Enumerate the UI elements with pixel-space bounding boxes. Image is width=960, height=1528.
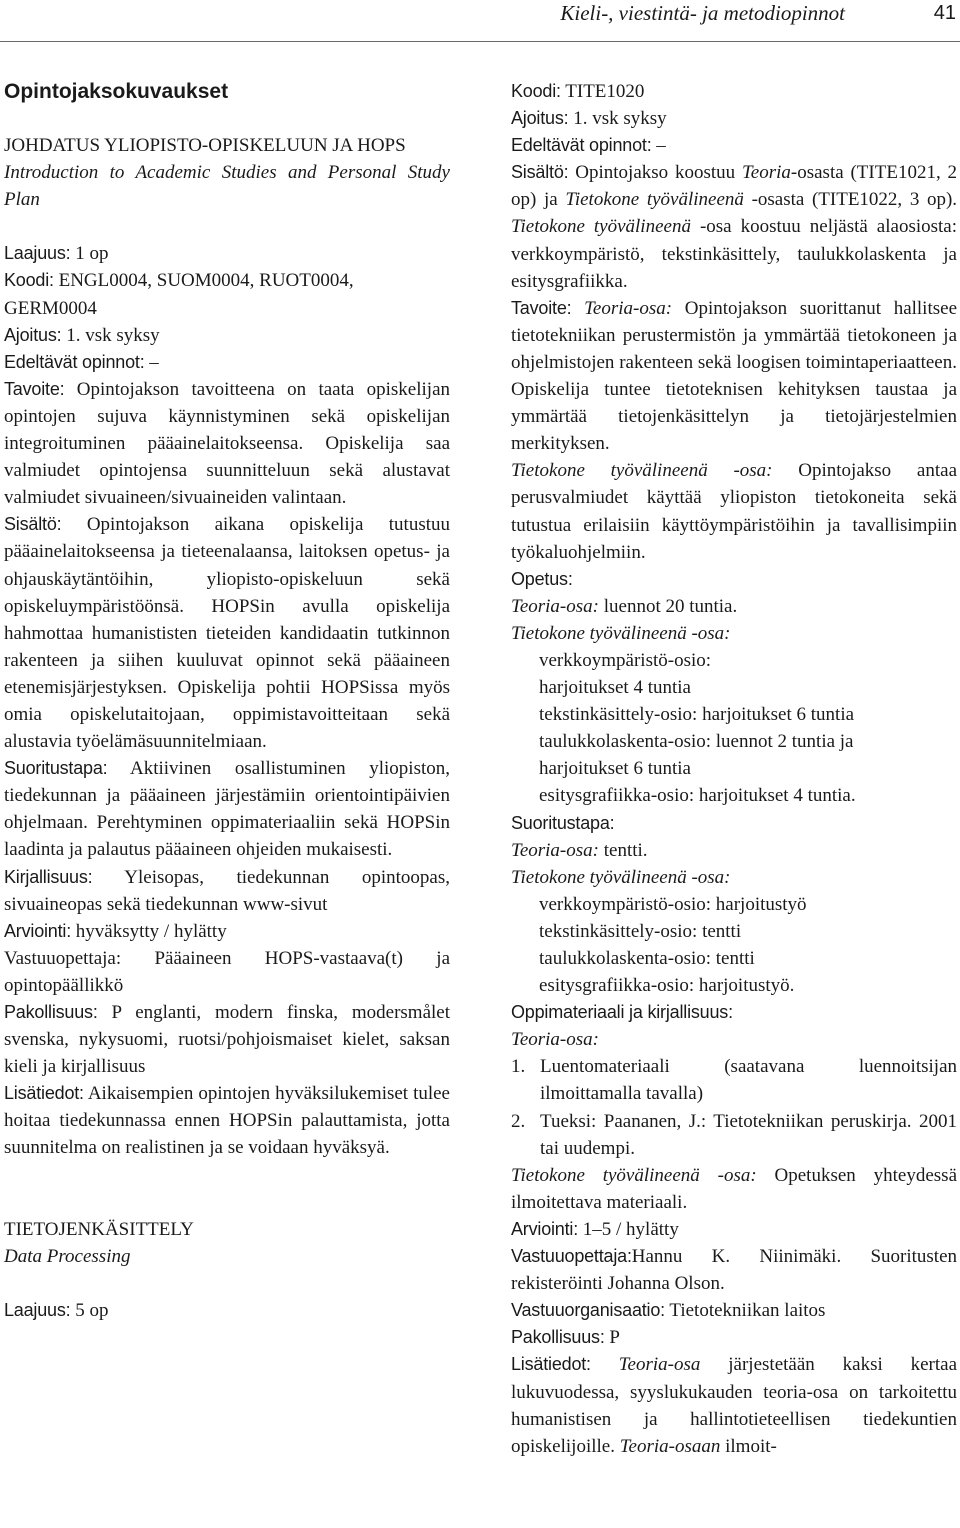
r-opetus-heading: Opetus:	[511, 568, 573, 589]
r-ajoitus-line: Ajoitus: 1. vsk syksy	[511, 108, 667, 130]
pakollisuus-paragraph: Pakollisuus: P englanti, modern finska, modersmålet svenska, nykysuomi, ruotsi/pohjoismaiset kielet, saksan kieli ja kirjallisuus	[4, 1002, 450, 1078]
r-suoritustapa-teoria: Teoria-osa: tentti.	[511, 839, 648, 861]
r-opetus-tv-label: Tietokone työvälineenä -osa:	[511, 622, 731, 644]
r-koodi-line: Koodi: TITE1020	[511, 81, 645, 102]
running-head	[0, 0, 960, 26]
course2-title: TIETOJENKÄSITTELY	[4, 1218, 194, 1240]
list-item: tekstinkäsittely-osio: harjoitukset 6 tuntia	[539, 704, 855, 726]
r-oppimateriaali-heading: Oppimateriaali ja kirjallisuus:	[511, 1002, 733, 1023]
ajoitus-line: Ajoitus: 1. vsk syksy	[4, 324, 160, 346]
list-item: 1. Luentomateriaali (saatavana luennoitsijan ilmoittamalla tavalla)	[511, 1056, 957, 1105]
course-title: JOHDATUS YLIOPISTO-OPISKELUUN JA HOPS	[4, 135, 406, 157]
r-opetus-list	[511, 647, 957, 810]
r-opetus-teoria: Teoria-osa: luennot 20 tuntia.	[511, 595, 738, 617]
vastuuopettaja-paragraph: Vastuuopettaja: Pääaineen HOPS-vastaava(t) ja opintopäällikkö	[4, 947, 450, 996]
course-title-english: Introduction to Academic Studies and Personal Study Plan	[4, 162, 450, 211]
list-item: esitysgrafiikka-osio: harjoitustyö.	[539, 975, 795, 997]
list-item: verkkoympäristö-osio: harjoitukset 4 tuntia	[539, 649, 712, 699]
r-suoritustapa-tv-label: Tietokone työvälineenä -osa:	[511, 866, 731, 888]
list-item: taulukkolaskenta-osio: luennot 2 tuntia ja harjoitukset 6 tuntia	[539, 731, 854, 780]
edeltavat-line: Edeltävät opinnot: –	[4, 351, 159, 373]
r-tavoite-paragraph: Tavoite: Teoria-osa: Opintojakson suorittanut hallitsee tietotekniikan perustermistön ja ymmärtää tietokoneen ja ohjelmistojen rakenteen sekä loogisen toimintaperiaatteen. Opiskelija tuntee tietoteknisen kehityksen taustaa ja ymmärtää tietojenkäsittelyn ja tietojärjestelmien merkityksen.	[511, 297, 958, 455]
section-title: Opintojaksokuvaukset	[4, 80, 229, 103]
r-tavoite-tv-paragraph: Tietokone työvälineenä -osa: Opintojakso antaa perusvalmiudet käyttää yliopiston tietokoneita sekä tutustua erilaisiin käyttöympäristöihin ja tavallisimpiin työkaluohjelmiin.	[511, 460, 958, 563]
r-lisatiedot-paragraph: Lisätiedot: Teoria-osa järjestetään kaksi kertaa lukuvuodessa, syyslukukauden teoria-osa on tarkoitettu humanistisen ja hallintotieteellisen tiedekuntien opiskelijoille. Teoria-osaan ilmoit-	[511, 1354, 958, 1457]
page-number: 41	[933, 2, 956, 24]
tavoite-paragraph: Tavoite: Opintojakson tavoitteena on taata opiskelijan opintojen sujuva käynnistyminen sekä opiskelijan integroituminen pääainelaitokseensa. Opiskelija saa valmiudet opintojensa suunnitteluun sekä alustavat valmiudet sivuaineen/sivuaineiden valintaan.	[4, 378, 451, 509]
running-head-title: Kieli-, viestintä- ja metodiopinnot	[560, 1, 845, 25]
kirjallisuus-paragraph: Kirjallisuus: Yleisopas, tiedekunnan opintoopas, sivuaineopas sekä tiedekunnan www-sivut	[4, 866, 450, 915]
r-arviointi-line: Arviointi: 1–5 / hylätty	[511, 1218, 679, 1240]
sisalto-paragraph: Sisältö: Opintojakson aikana opiskelija tutustuu pääainelaitokseensa ja tieteenalaansa, laitoksen opetus- ja ohjauskäytäntöihin, yliopisto-opiskeluun sekä opiskeluympäristöönsä. HOPSin avulla opiskelija hahmottaa humanististen tieteiden kandidaatin tutkinnon rakenteen ja siihen kuuluvat opinnot sekä pääaineen etenemisjärjestyksen. Opiskelija pohtii HOPSissa myös omia opiskelutaitojaan, oppimistavoitteitaan sekä alustavia työelämäsuunnitelmiaan.	[4, 514, 450, 753]
r-sisalto-paragraph: Sisältö: Opintojakso koostuu Teoria-osasta (TITE1021, 2 op) ja Tietokone työvälineenä -osasta (TITE1022, 3 op). Tietokone työvälineenä -osa koostuu neljästä alaosiosta: verkkoympäristö, tekstinkäsittely, taulukkolaskenta ja esitysgrafiikka.	[511, 162, 958, 292]
list-item: taulukkolaskenta-osio: tentti	[539, 948, 755, 969]
laajuus-line: Laajuus: 1 op	[4, 243, 109, 265]
list-item: esitysgrafiikka-osio: harjoitukset 4 tuntia.	[539, 785, 856, 807]
r-suoritustapa-heading: Suoritustapa:	[511, 812, 615, 833]
right-column	[511, 78, 957, 1460]
r-materials-tv: Tietokone työvälineenä -osa: Opetuksen yhteydessä ilmoitettava materiaali.	[511, 1164, 957, 1213]
r-oppimateriaali-teoria: Teoria-osa:	[511, 1029, 599, 1051]
header-rule	[0, 41, 960, 42]
left-column	[4, 78, 450, 1324]
suoritustapa-paragraph: Suoritustapa: Aktiivinen osallistuminen yliopiston, tiedekunnan ja pääaineen järjestämiin orientointipäivien ohjelmaan. Perehtyminen oppimateriaaliin sekä HOPSin laadinta ja palautus pääaineen ohjeiden mukaisesti.	[4, 758, 451, 861]
r-edeltavat-line: Edeltävät opinnot: –	[511, 135, 666, 157]
list-item: verkkoympäristö-osio: harjoitustyö	[539, 893, 807, 915]
r-vastuuopettaja-paragraph: Vastuuopettaja:Hannu K. Niinimäki. Suoritusten rekisteröinti Johanna Olson.	[511, 1246, 957, 1295]
lisatiedot-paragraph: Lisätiedot: Aikaisempien opintojen hyväksilukemiset tulee hoitaa tiedekunnassa ennen HOPSin palauttamista, jotta suunnitelma on realistinen ja se voidaan hyväksyä.	[4, 1083, 450, 1159]
course2-title-english: Data Processing	[4, 1245, 131, 1267]
course2-laajuus-line: Laajuus: 5 op	[4, 1299, 109, 1321]
koodi-line: Koodi: ENGL0004, SUOM0004, RUOT0004, GERM0004	[4, 270, 354, 319]
r-pakollisuus-line: Pakollisuus: P	[511, 1327, 620, 1349]
r-vastuuorganisaatio-line: Vastuuorganisaatio: Tietotekniikan laitos	[511, 1300, 826, 1322]
list-item: tekstinkäsittely-osio: tentti	[539, 920, 742, 942]
arviointi-line: Arviointi: hyväksytty / hylätty	[4, 920, 227, 942]
list-item: 2. Tueksi: Paananen, J.: Tietotekniikan peruskirja. 2001 tai uudempi.	[511, 1110, 957, 1159]
r-suoritustapa-list	[511, 891, 957, 999]
